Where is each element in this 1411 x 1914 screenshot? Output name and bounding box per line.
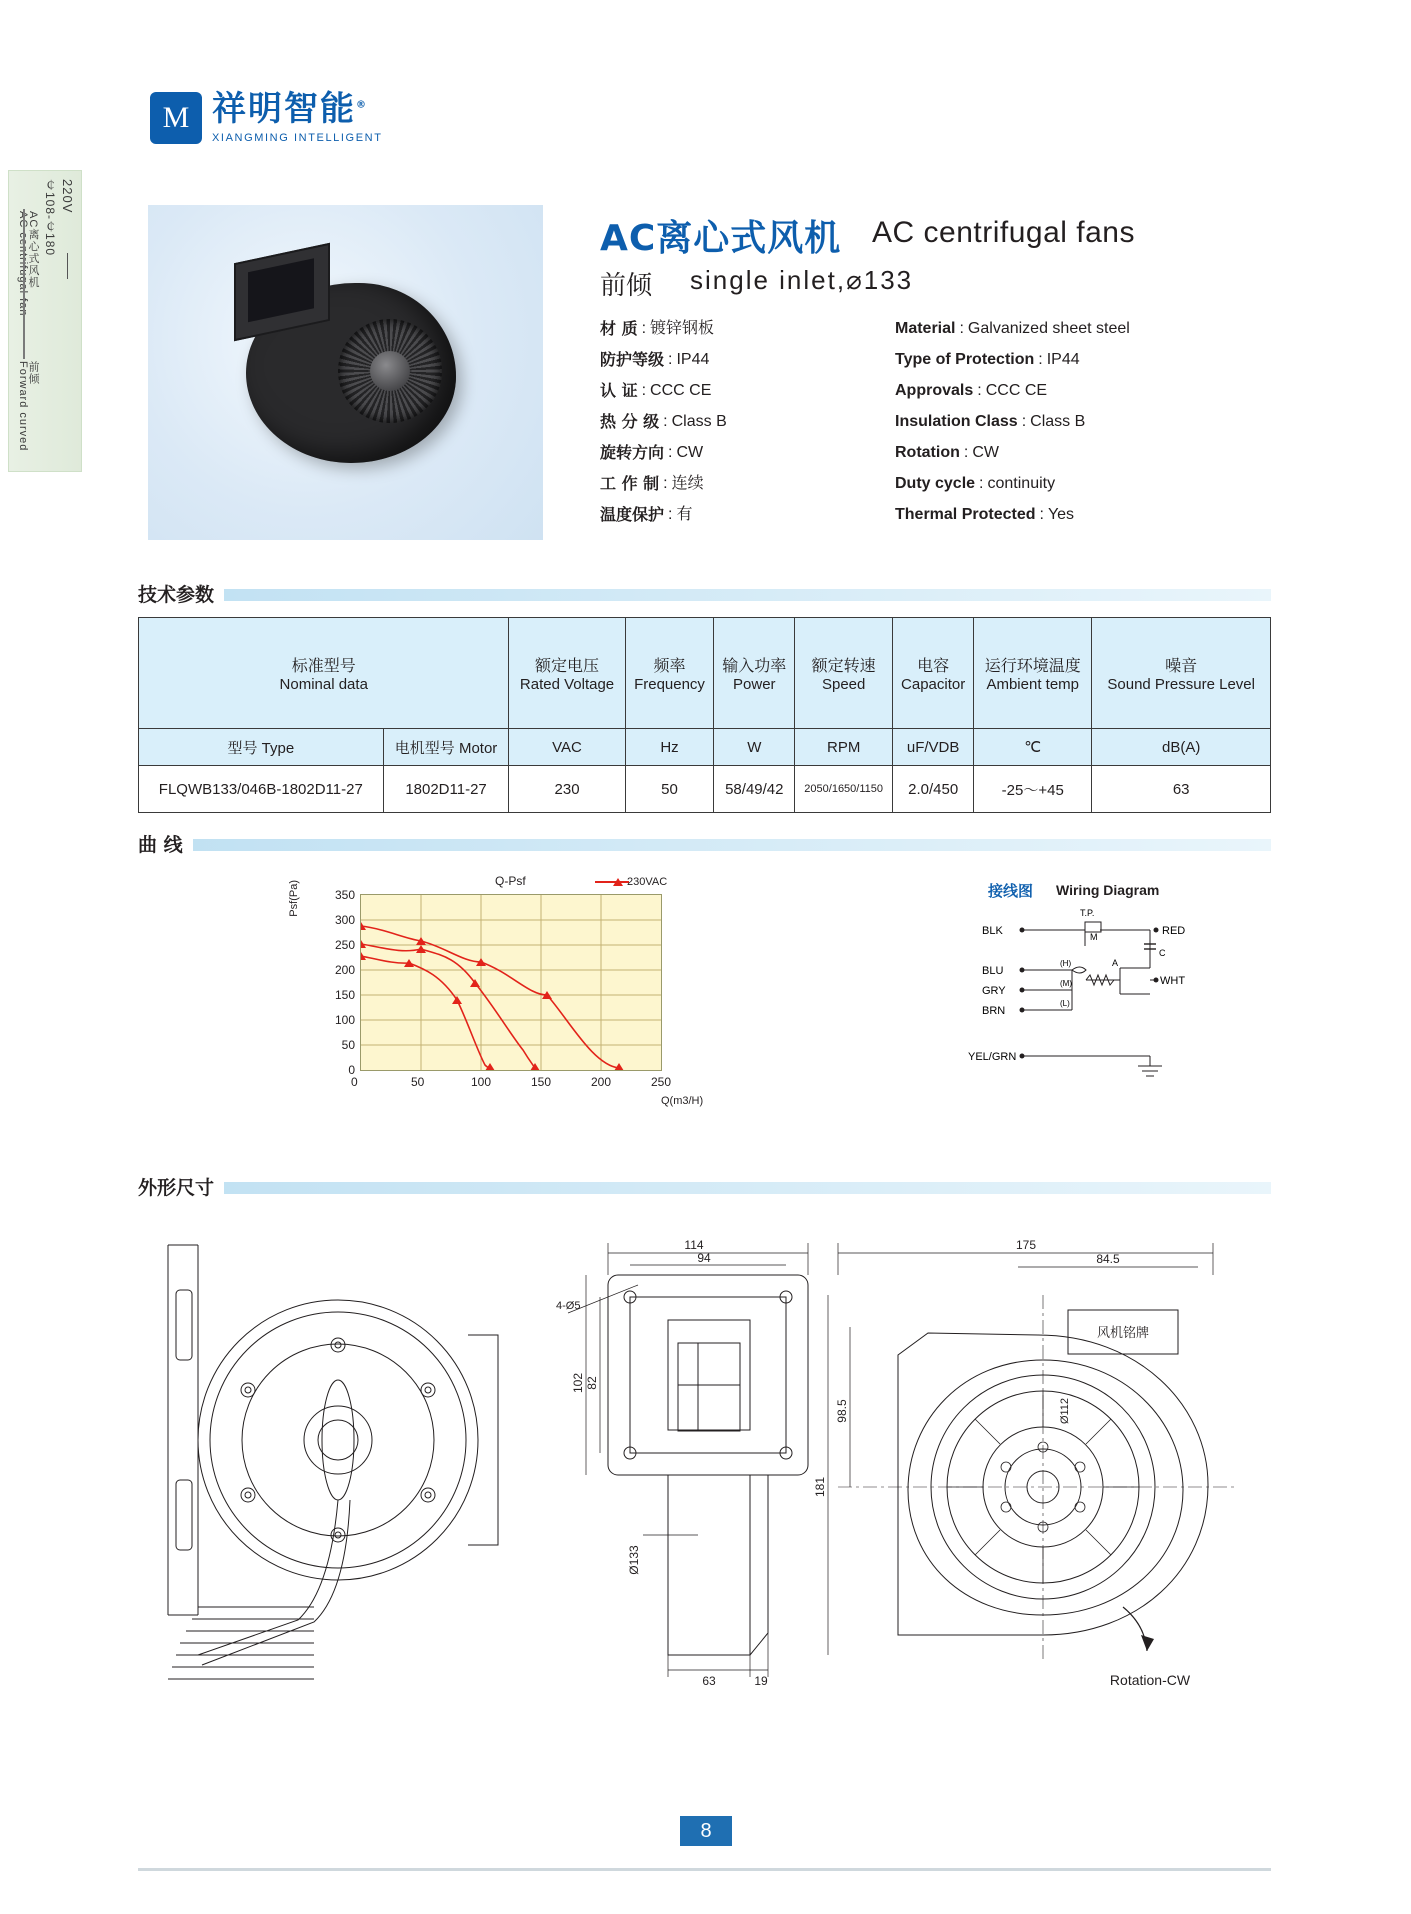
fan-illustration xyxy=(210,253,460,468)
cell-ambient: -25～+45 xyxy=(974,766,1092,813)
xtick: 50 xyxy=(411,1075,425,1089)
logo-name-cn xyxy=(212,89,383,129)
page-number: 8 xyxy=(680,1816,732,1846)
legend-line-icon xyxy=(595,881,629,883)
spec-row xyxy=(600,313,830,344)
wiring-label-wht: WHT xyxy=(1160,975,1186,987)
spec-value: continuity xyxy=(987,475,1056,492)
th-cn: 额定电压 xyxy=(535,656,600,675)
cell-power: 58/49/42 xyxy=(714,766,795,813)
cell-frequency: 50 xyxy=(625,766,714,813)
spec-row xyxy=(895,344,1225,375)
spec-row xyxy=(600,499,830,530)
spec-value: CCC CE xyxy=(985,382,1048,399)
spec-row xyxy=(895,437,1225,468)
spec-row xyxy=(600,468,830,499)
th-type: 型号 Type xyxy=(139,729,384,766)
wiring-label-blk: BLK xyxy=(982,925,1003,937)
th-en: Nominal data xyxy=(279,676,368,693)
spec-sep: : xyxy=(963,444,969,461)
spec-value: IP44 xyxy=(1046,351,1080,368)
specification-table xyxy=(138,617,1271,813)
spec-value: CW xyxy=(676,444,704,461)
xtick: 250 xyxy=(651,1075,672,1089)
wiring-label-a: A xyxy=(1112,958,1119,968)
wiring-label-c: C xyxy=(1159,948,1166,958)
section-title: 外形尺寸 xyxy=(138,1173,224,1200)
registered-icon: ® xyxy=(356,99,368,111)
th-en: Frequency xyxy=(634,676,705,693)
spec-value: IP44 xyxy=(676,351,710,368)
side-tab-bar xyxy=(23,209,25,359)
cell-noise: 63 xyxy=(1092,766,1271,813)
section-bar xyxy=(138,839,1271,851)
chart-title: Q-Psf xyxy=(495,874,526,888)
wiring-label-red: RED xyxy=(1162,925,1186,937)
section-dimension xyxy=(138,1173,1271,1199)
side-tab xyxy=(8,170,82,472)
fan-hub-icon xyxy=(370,351,410,391)
spec-value: Galvanized sheet steel xyxy=(967,320,1130,337)
table-row xyxy=(139,766,1271,813)
ytick: 200 xyxy=(334,963,355,977)
wiring-label-tp: T.P. xyxy=(1080,908,1095,918)
spec-key: 旋转方向 xyxy=(600,443,665,462)
wiring-label-h: (H) xyxy=(1060,959,1072,968)
th-ambient-temp xyxy=(974,618,1092,729)
xtick: 0 xyxy=(351,1075,358,1089)
dimension-svg xyxy=(138,1215,1271,1825)
cell-motor: 1802D11-27 xyxy=(383,766,509,813)
cell-type: FLQWB133/046B-1802D11-27 xyxy=(139,766,384,813)
company-logo xyxy=(150,89,383,144)
spec-key: 材 质 xyxy=(600,319,638,338)
section-tech-params xyxy=(138,580,1271,606)
spec-list-cn xyxy=(600,313,830,530)
spec-sep: : xyxy=(959,320,964,337)
rotation-label: Rotation-CW xyxy=(1109,1672,1191,1688)
page-title-en: AC centrifugal fans xyxy=(872,216,1135,249)
legend-label: 230VAC xyxy=(627,876,668,888)
th-cn: 电容 xyxy=(917,656,950,675)
cell-capacitor: 2.0/450 xyxy=(893,766,974,813)
th-vac: VAC xyxy=(509,729,625,766)
th-sound-pressure xyxy=(1092,618,1271,729)
spec-key: 工 作 制 xyxy=(600,474,660,493)
spec-row xyxy=(600,437,830,468)
dim-hole: 4-Ø5 xyxy=(556,1300,581,1312)
spec-key: Duty cycle xyxy=(895,475,976,492)
spec-sep: : xyxy=(663,475,668,492)
dim-82: 82 xyxy=(585,1376,599,1390)
ytick: 300 xyxy=(334,913,355,927)
product-photo xyxy=(148,205,543,540)
th-hz: Hz xyxy=(625,729,714,766)
spec-row xyxy=(895,468,1225,499)
side-tab-voltage: 220V xyxy=(60,179,75,214)
cell-voltage: 230 xyxy=(509,766,625,813)
th-frequency xyxy=(625,618,714,729)
side-tab-line2-cn: 前倾 xyxy=(27,361,39,385)
spec-value: 镀锌钢板 xyxy=(650,320,715,337)
th-en: Sound Pressure Level xyxy=(1107,676,1255,693)
chart-legend xyxy=(595,876,667,888)
page-subtitle-cn: 前倾 xyxy=(600,271,653,301)
spec-row xyxy=(895,499,1225,530)
wiring-svg xyxy=(960,908,1260,1098)
th-en: Speed xyxy=(821,676,866,693)
spec-row xyxy=(600,375,830,406)
dim-133: Ø133 xyxy=(627,1545,641,1575)
th-dba: dB(A) xyxy=(1092,729,1271,766)
dimension-drawings xyxy=(138,1215,1271,1825)
logo-name-en: XIANGMING INTELLIGENT xyxy=(212,132,383,144)
wiring-label-gry: GRY xyxy=(982,985,1006,997)
ytick: 350 xyxy=(334,888,355,902)
ytick: 0 xyxy=(348,1063,355,1077)
section-title: 技术参数 xyxy=(138,580,224,607)
section-bar xyxy=(138,589,1271,601)
th-en: Power xyxy=(733,676,776,693)
section-bar xyxy=(138,1182,1271,1194)
table-subheader-row xyxy=(139,729,1271,766)
wiring-label-l: (L) xyxy=(1060,999,1070,1008)
wiring-label-mtap: (M) xyxy=(1060,979,1072,988)
dim-19: 19 xyxy=(754,1674,768,1688)
spec-row xyxy=(895,406,1225,437)
spec-key: Insulation Class xyxy=(895,413,1018,430)
spec-row xyxy=(895,375,1225,406)
spec-sep: : xyxy=(641,382,647,399)
logo-text xyxy=(212,89,383,144)
th-power xyxy=(714,618,795,729)
th-en: Capacitor xyxy=(901,676,966,693)
spec-key: Thermal Protected xyxy=(895,506,1036,523)
spec-sep: : xyxy=(668,351,673,368)
spec-sep: : xyxy=(1039,506,1044,523)
chart-svg xyxy=(361,895,661,1070)
th-w: W xyxy=(714,729,795,766)
th-rated-voltage xyxy=(509,618,625,729)
th-rpm: RPM xyxy=(795,729,893,766)
spec-value: Class B xyxy=(1030,413,1086,430)
ytick: 250 xyxy=(334,938,355,952)
spec-value: 有 xyxy=(676,506,693,523)
spec-key: Material xyxy=(895,320,956,337)
wiring-label-blu: BLU xyxy=(982,965,1004,977)
page-subtitle-en: single inlet,⌀133 xyxy=(690,265,914,295)
chart-plot-area xyxy=(334,888,704,1107)
th-cn: 噪音 xyxy=(1165,656,1198,675)
section-title: 曲 线 xyxy=(138,830,193,857)
th-nominal-data xyxy=(139,618,509,729)
spec-key: 热 分 级 xyxy=(600,412,660,431)
wiring-title-cn: 接线图 xyxy=(988,882,1034,900)
xtick: 100 xyxy=(471,1075,492,1089)
th-motor: 电机型号 Motor xyxy=(383,729,509,766)
spec-key: Rotation xyxy=(895,444,960,461)
nameplate-label: 风机铭牌 xyxy=(1096,1325,1150,1340)
th-uf-vdb: uF/VDB xyxy=(893,729,974,766)
dim-181: 181 xyxy=(813,1476,827,1498)
legend-marker-icon xyxy=(613,878,623,886)
dim-84-5: 84.5 xyxy=(1096,1252,1120,1266)
page-title-cn: AC离心式风机 xyxy=(600,218,842,259)
wiring-label-brn: BRN xyxy=(982,1005,1006,1017)
dim-114: 114 xyxy=(684,1238,704,1252)
xtick: 200 xyxy=(591,1075,612,1089)
spec-sep: : xyxy=(979,475,984,492)
side-tab-line2-en: Forward curved xyxy=(17,361,29,452)
spec-key: 温度保护 xyxy=(600,505,665,524)
section-curve xyxy=(138,830,1271,856)
spec-key: Approvals xyxy=(895,382,974,399)
spec-key: 防护等级 xyxy=(600,350,665,369)
side-tab-divider xyxy=(67,253,68,279)
th-cn: 频率 xyxy=(653,656,686,675)
wiring-label-m: M xyxy=(1090,932,1098,942)
cell-speed: 2050/1650/1150 xyxy=(795,766,893,813)
th-en: Rated Voltage xyxy=(519,676,615,693)
spec-sep: : xyxy=(668,506,673,523)
logo-name-cn-text: 祥明智能 xyxy=(212,89,356,129)
chart-ylabel: Psf(Pa) xyxy=(288,880,300,917)
wiring-label-yelgrn: YEL/GRN xyxy=(968,1051,1017,1063)
spec-value: Yes xyxy=(1047,506,1075,523)
ytick: 150 xyxy=(334,988,355,1002)
th-cn: 额定转速 xyxy=(811,656,876,675)
spec-row xyxy=(600,406,830,437)
spec-value: CW xyxy=(972,444,999,461)
side-tab-line-cn: AC离心式风机 xyxy=(27,211,39,289)
dim-112: Ø112 xyxy=(1059,1397,1071,1425)
table-header-row xyxy=(139,618,1271,729)
dim-98-5: 98.5 xyxy=(835,1399,849,1423)
dim-102: 102 xyxy=(571,1372,585,1394)
spec-row xyxy=(895,313,1225,344)
th-cn: 标准型号 xyxy=(291,656,356,675)
dim-175: 175 xyxy=(1015,1238,1037,1252)
th-cn: 输入功率 xyxy=(722,656,787,675)
xtick: 150 xyxy=(531,1075,552,1089)
th-capacitor xyxy=(893,618,974,729)
spec-list-en xyxy=(895,313,1225,530)
spec-sep: : xyxy=(1038,351,1043,368)
spec-sep: : xyxy=(641,320,647,337)
chart-xlabel: Q(m3/H) xyxy=(661,1095,704,1107)
logo-mark-icon: M xyxy=(150,92,202,144)
spec-value: CCC CE xyxy=(650,382,712,399)
footer-rule xyxy=(138,1868,1271,1871)
spec-value: Class B xyxy=(671,413,727,430)
wiring-diagram xyxy=(960,880,1260,1110)
dim-94: 94 xyxy=(697,1251,711,1265)
spec-value: 连续 xyxy=(671,475,704,492)
spec-sep: : xyxy=(1021,413,1027,430)
wiring-title-en: Wiring Diagram xyxy=(1056,882,1160,898)
th-cn: 运行环境温度 xyxy=(984,656,1081,675)
spec-sep: : xyxy=(668,444,673,461)
spec-row xyxy=(600,344,830,375)
side-tab-diameter: ￠108-￠180 xyxy=(43,179,57,257)
ytick: 50 xyxy=(341,1038,355,1052)
spec-sep: : xyxy=(663,413,668,430)
th-speed xyxy=(795,618,893,729)
spec-key: 认 证 xyxy=(600,381,638,400)
fan-outlet-opening xyxy=(248,258,314,322)
performance-chart xyxy=(288,874,720,1110)
th-celsius: ℃ xyxy=(974,729,1092,766)
dim-63: 63 xyxy=(702,1674,716,1688)
spec-sep: : xyxy=(977,382,982,399)
spec-key: Type of Protection xyxy=(895,351,1035,368)
ytick: 100 xyxy=(334,1013,355,1027)
th-en: Ambient temp xyxy=(986,676,1079,693)
